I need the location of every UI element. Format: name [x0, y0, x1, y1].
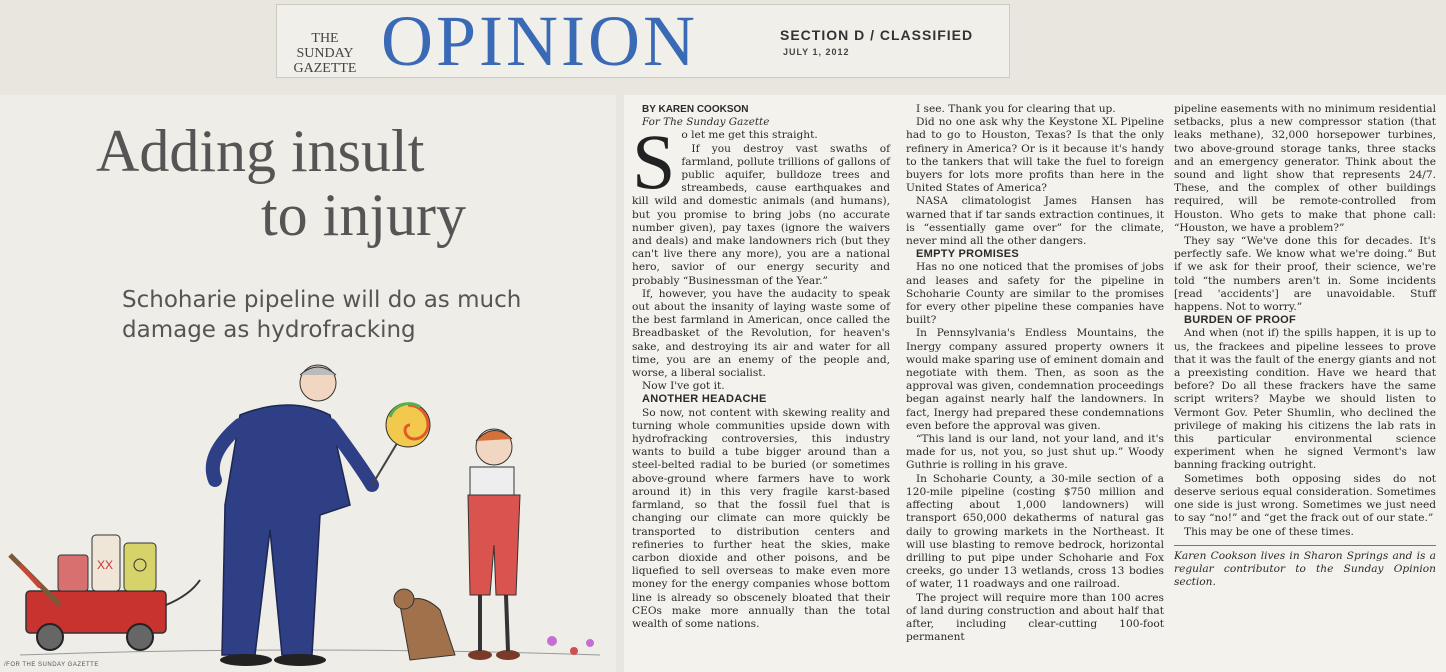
red-wagon-illustration — [10, 535, 200, 650]
paragraph: If, however, you have the audacity to speak out about the insanity of laying waste some of the best farmland in American, once called the Breadbasket of the Revolution, for heaven's sake, and destroying its air and water for all time, you are an enemy of the people and, worse, a liberal socialist. — [632, 287, 890, 380]
section-heading: BURDEN OF PROOF — [1184, 314, 1297, 327]
paragraph: So now, not content with skewing reality and turning whole communities upside down with hydrofracking controversies, this industry wants to build a tube bigger around than a steel-belted radial to be buried (or sometimes above-ground where farmers have to work around it) in this very fragile karst-based farmland, so that the fossil fuel that is changing our climate can more quickly be transported to distribution centers and refineries to further heat the skies, make carbon dioxide and other poisons, and be liquefied to sell overseas to make even more money for the energy companies whose bottom line is already so obscenely bloated that their CEOs make more annually than the total wealth of some nations. — [632, 406, 890, 630]
paragraph: They say “We've done this for decades. It's perfectly safe. We know what we're doing.” But if we ask for their proof, their science, we're told “the numbers aren't in. Some incidents [read 'accidents'] are unavoidable. Stuff happens. Not to worry.” — [1174, 235, 1436, 314]
editorial-cartoon — [0, 355, 616, 672]
author-byline: BY KAREN COOKSON — [642, 104, 749, 115]
paragraph: NASA climatologist James Hansen has warned that if tar sands extraction continues, it is “essentially game over” for the climate, never mind all the other dangers. — [906, 195, 1164, 248]
drop-cap: S — [632, 118, 676, 206]
paragraph: Now I've got it. — [642, 380, 725, 393]
paragraph: If you destroy vast swaths of farmland, pollute trillions of gallons of public aquifer, bulldoze trees and streambeds, cause earthquakes and kill wild and domestic animals (and humans), but you promise to bring jobs (no accurate number given), pay taxes (ignore the waivers and deals) and make landowners rich (but they can't live there any more), you are a national hero, savior of our energy security and probably “Businessman of the Year.” — [632, 142, 890, 287]
newspaper-name: THE SUNDAY GAZETTE — [293, 31, 357, 76]
column-2 — [906, 103, 1164, 644]
paragraph: In Schoharie County, a 30-mile section of a 120-mile pipeline (costing $750 million and affecting about 1,000 landowners) will transport 650,000 dekatherms of natural gas daily to growing markets in the Northeast. It will use blasting to remove bedrock, horizontal drilling to put pipe under Schoharie and Fox creeks, go under 13 wetlands, cross 13 bodies of water, 11 roadways and one railroad. — [906, 472, 1164, 591]
paragraph: In Pennsylvania's Endless Mountains, the Inergy company assured property owners it would make sparing use of eminent domain and negotiate with them. Then, as soon as the approval was given, condemnation proceedings began against nearly half the landowners. In fact, Inergy had prepared these condemnations even before the approval was given. — [906, 327, 1165, 432]
paragraph: o let me get this straight. — [681, 129, 818, 142]
paragraph: “This land is our land, not your land, and it's made for us, not you, so just shut up.” Woody Guthrie is rolling in his grave. — [906, 433, 1164, 472]
lollipop-illustration — [372, 403, 430, 485]
businessman-figure — [213, 365, 372, 666]
headline: Adding insult to injury — [96, 118, 466, 248]
headline-panel — [0, 95, 616, 672]
issue-date: JULY 1, 2012 — [783, 47, 850, 57]
paragraph: I see. Thank you for clearing that up. — [916, 103, 1116, 115]
paragraph: pipeline easements with no minimum residential setbacks, plus a new compressor station (that leaks methane), 32,000 horsepower turbines, two above-ground storage tanks, three stacks and an emergency generator. Think about the sound and light show that represents 24/7. These, and the complex of other buildings required, will be remote-controlled from Houston. Who gets to make that phone call: “Houston, we have a problem?” — [1174, 103, 1436, 234]
divider — [1174, 545, 1436, 546]
byline-outlet: For The Sunday Gazette — [642, 116, 770, 129]
paragraph: This may be one of these times. — [1184, 525, 1354, 538]
paragraph: Sometimes both opposing sides do not deserve serious equal consideration. Sometimes one side is just wrong. Sometimes we just need to say “no!” and “get the frack out of our state.” — [1174, 472, 1436, 525]
paragraph: And when (not if) the spills happen, it is up to us, the frackees and pipeline lessees to prove that it was the fault of the energy giants and not a preexisting condition. Have we heard that before? Do all these frackers have the same script writers? Maybe we should listen to Vermont Gov. Peter Shumlin, who declined the privilege of making his citizens the lab rats in this particular environmental science experiment when he signed Vermont's law banning fracking outright. — [1174, 327, 1436, 472]
child-figure — [468, 429, 520, 660]
author-bio: Karen Cookson lives in Sharon Springs and is a regular contributor to the Sunday Opinion section. — [1174, 549, 1436, 589]
masthead — [276, 1, 1010, 81]
section-label: SECTION D / CLASSIFIED — [780, 27, 974, 43]
dog-illustration — [394, 589, 455, 660]
paragraph: Did no one ask why the Keystone XL Pipeline had to go to Houston, Texas? Is that the only refinery in America? Or is it because it's handy to the tankers that will take the fuel to foreign buyers for lots more profits than here in the United States of America? — [906, 116, 1164, 195]
svg-text:XX: XX — [97, 558, 114, 572]
section-heading: ANOTHER HEADACHE — [642, 393, 767, 406]
column-3 — [1174, 103, 1436, 589]
column-1 — [632, 103, 890, 631]
article-body — [624, 95, 1446, 672]
paragraph: The project will require more than 100 acres of land during construction and about half that after, including clear-cutting 100-foot permanent — [906, 591, 1164, 644]
illustration-credit: /FOR THE SUNDAY GAZETTE — [4, 662, 99, 668]
paragraph: Has no one noticed that the promises of jobs and leases and safety for the pipeline in Schoharie County are similar to the promises for every other pipeline these companies have built? — [906, 261, 1164, 327]
opinion-title: OPINION — [381, 1, 698, 81]
section-heading: EMPTY PROMISES — [916, 248, 1020, 261]
subheadline: Schoharie pipeline will do as much damage as hydrofracking — [122, 287, 522, 343]
